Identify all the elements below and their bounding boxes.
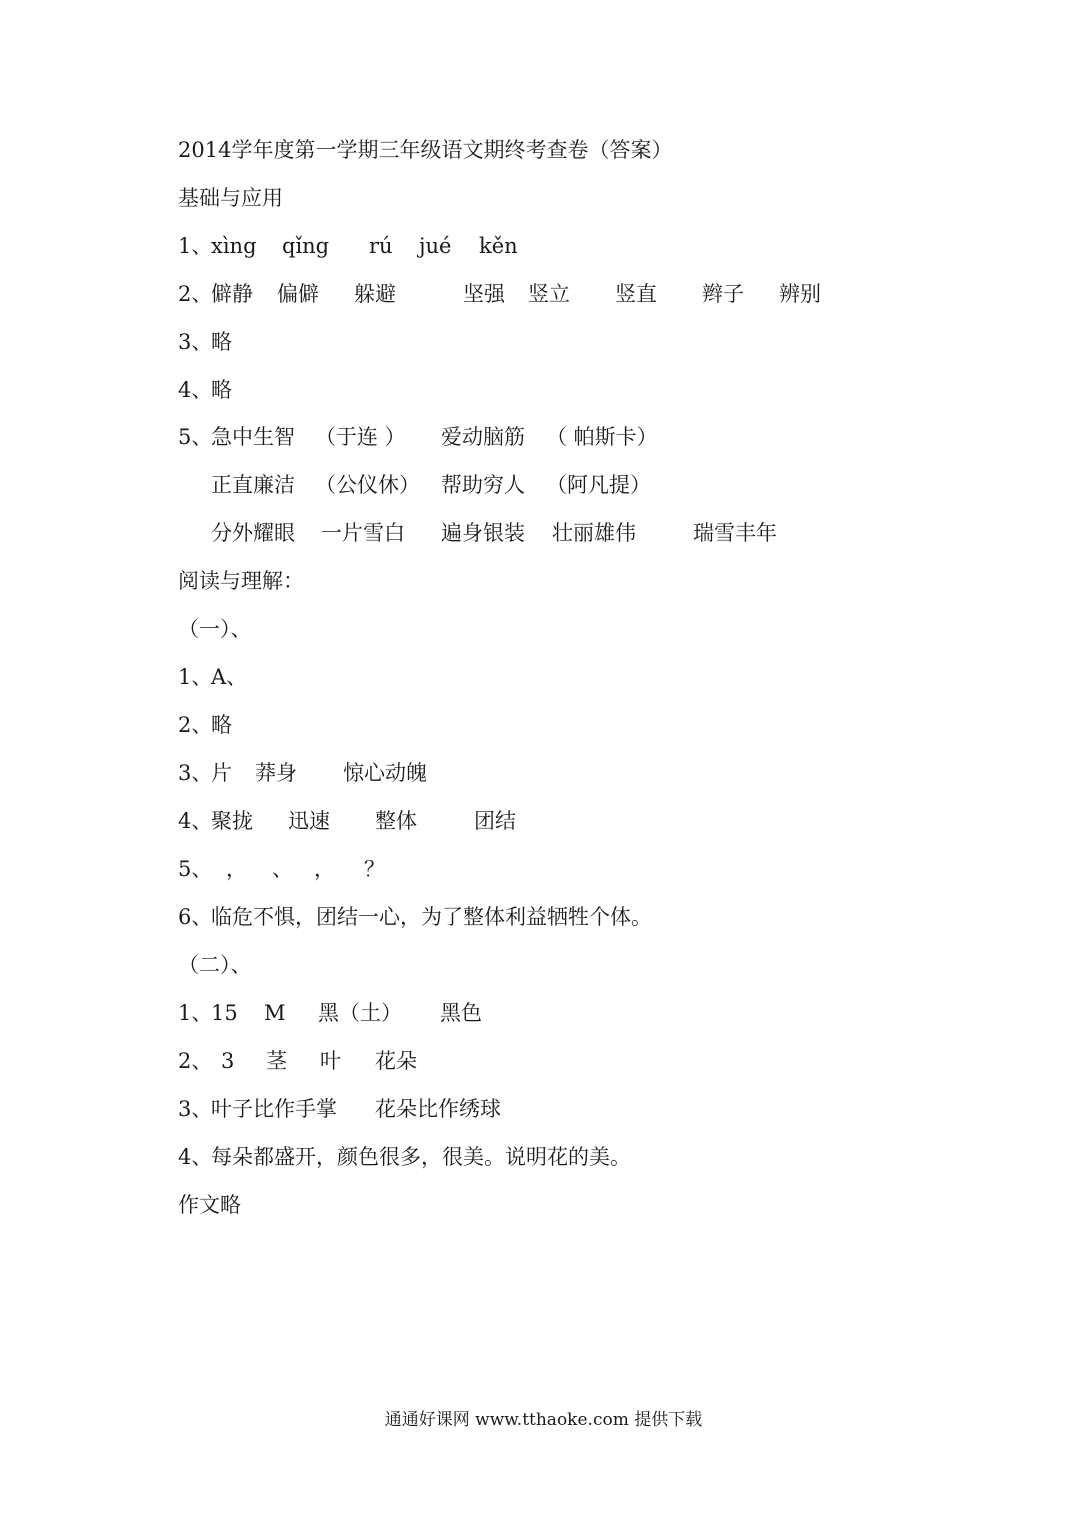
word-answer: 聚拢 <box>211 809 253 833</box>
answer-p1-q2 <box>178 711 378 739</box>
question-number: 1、 <box>178 234 213 258</box>
word-answer: 团结 <box>474 809 516 833</box>
idiom: 帮助穷人 <box>441 473 525 497</box>
punctuation-answer: ， <box>226 857 247 881</box>
word-answer: 莽身 <box>255 761 297 785</box>
punctuation-answer: 、 <box>272 857 293 881</box>
answer-value: M <box>264 1001 286 1025</box>
idiom: 爱动脑筋 <box>441 425 525 449</box>
answer-text: 略 <box>211 713 232 737</box>
idiom: 分外耀眼 <box>211 521 295 545</box>
answer-text: 每朵都盛开，颜色很多，很美。说明花的美。 <box>211 1145 631 1169</box>
word-answer: 躲避 <box>354 282 396 306</box>
word-answer: 辫子 <box>702 282 744 306</box>
person-name: （阿凡提） <box>546 473 651 497</box>
answer-p1-q1 <box>178 663 378 691</box>
download-footer: 通通好课网 www.tthaoke.com 提供下载 <box>384 1410 703 1430</box>
answer-value: 15 <box>211 1001 238 1025</box>
punctuation-answer: ？ <box>364 857 385 881</box>
idiom: 瑞雪丰年 <box>693 521 777 545</box>
pinyin-answer: xìng <box>211 234 257 258</box>
question-number: 3、 <box>178 1097 213 1121</box>
idiom: 一片雪白 <box>321 521 405 545</box>
answer-q5-row2 <box>178 471 878 499</box>
question-number: 4、 <box>178 1145 213 1169</box>
part-label-1: （一）、 <box>178 617 252 641</box>
word-answer: 迅速 <box>288 809 330 833</box>
pinyin-answer: qǐng <box>282 234 330 258</box>
question-number: 4、 <box>178 809 213 833</box>
answer-q4 <box>178 376 378 404</box>
essay-note: 作文略 <box>178 1193 241 1217</box>
answer-q5-row3 <box>178 519 878 547</box>
answer-text: 花朵比作绣球 <box>375 1097 501 1121</box>
idiom: 遍身银装 <box>441 521 525 545</box>
word-answer: 辨别 <box>779 282 821 306</box>
question-number: 1、 <box>178 665 213 689</box>
answer-text: 略 <box>211 378 232 402</box>
question-number: 4、 <box>178 378 213 402</box>
person-name: （公仪休） <box>315 473 420 497</box>
answer-value: 黑（土） <box>318 1001 402 1025</box>
answer-value: 3 <box>221 1049 235 1073</box>
answer-text: A、 <box>211 665 248 689</box>
word-answer: 惊心动魄 <box>343 761 427 785</box>
idiom: 急中生智 <box>211 425 295 449</box>
answer-p2-q2 <box>178 1047 678 1075</box>
answer-q3 <box>178 328 378 356</box>
answer-p1-q5 <box>178 855 678 883</box>
answer-q1 <box>178 232 878 260</box>
part-label-2: （二）、 <box>178 953 252 977</box>
answer-value: 茎 <box>266 1049 287 1073</box>
answer-value: 黑色 <box>440 1001 482 1025</box>
word-answer: 整体 <box>375 809 417 833</box>
person-name: （ 帕斯卡） <box>546 425 658 449</box>
answer-p1-q6 <box>178 903 778 931</box>
question-number: 5、 <box>178 857 213 881</box>
answer-text: 略 <box>211 330 232 354</box>
answer-q5-row1 <box>178 423 878 451</box>
word-answer: 片 <box>211 761 232 785</box>
question-number: 6、 <box>178 905 213 929</box>
question-number: 3、 <box>178 761 213 785</box>
answer-p1-q4 <box>178 807 678 835</box>
answer-p2-q3 <box>178 1095 678 1123</box>
question-number: 3、 <box>178 330 213 354</box>
answer-value: 花朵 <box>375 1049 417 1073</box>
answer-p1-q3 <box>178 759 678 787</box>
question-number: 2、 <box>178 282 213 306</box>
answer-text: 叶子比作手掌 <box>211 1097 337 1121</box>
pinyin-answer: jué <box>419 234 452 258</box>
question-number: 2、 <box>178 1049 213 1073</box>
section-heading-reading: 阅读与理解： <box>178 569 304 593</box>
pinyin-answer: kěn <box>479 234 518 258</box>
person-name: （于连 ） <box>315 425 406 449</box>
punctuation-answer: ， <box>314 857 335 881</box>
question-number: 2、 <box>178 713 213 737</box>
word-answer: 竖直 <box>615 282 657 306</box>
document-title: 2014学年度第一学期三年级语文期终考查卷（答案） <box>178 138 673 162</box>
answer-q2 <box>178 280 878 308</box>
answer-p2-q1 <box>178 999 678 1027</box>
word-answer: 僻静 <box>211 282 253 306</box>
answer-text: 临危不惧，团结一心，为了整体利益牺牲个体。 <box>211 905 652 929</box>
word-answer: 偏僻 <box>277 282 319 306</box>
answer-p2-q4 <box>178 1143 778 1171</box>
question-number: 5、 <box>178 425 213 449</box>
idiom: 壮丽雄伟 <box>552 521 636 545</box>
idiom: 正直廉洁 <box>211 473 295 497</box>
pinyin-answer: rú <box>369 234 393 258</box>
section-heading-basics: 基础与应用 <box>178 186 283 210</box>
answer-value: 叶 <box>320 1049 341 1073</box>
word-answer: 竖立 <box>528 282 570 306</box>
question-number: 1、 <box>178 1001 213 1025</box>
word-answer: 坚强 <box>463 282 505 306</box>
